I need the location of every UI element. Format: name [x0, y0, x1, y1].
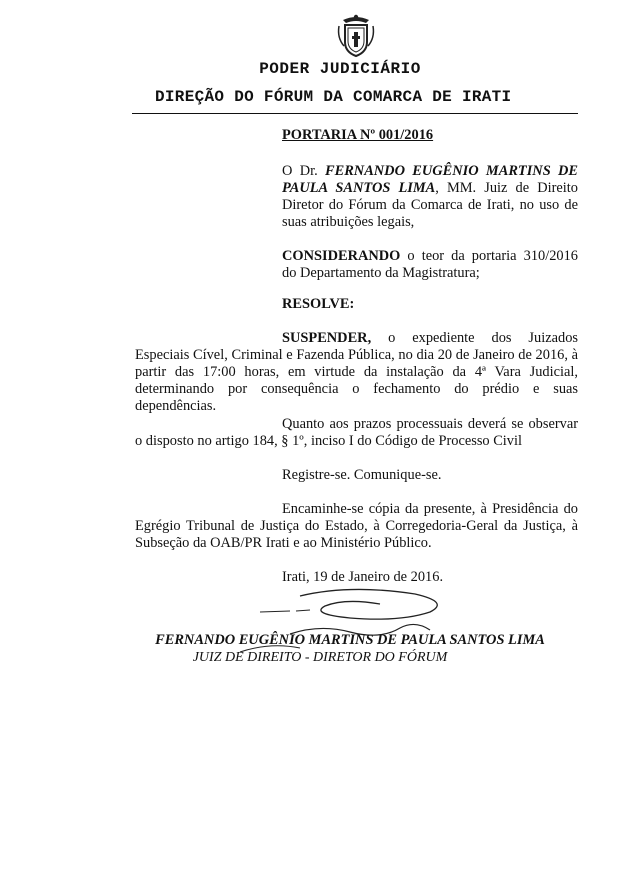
encaminhe-body: Egrégio Tribunal de Justiça do Estado, à Corregedoria-Geral da Justiça, à Subseção da OAB/PR Irati e ao Ministério Público. — [135, 518, 578, 551]
suspender-first-rest: o expediente dos Juizados — [371, 330, 578, 346]
intro-rest: , MM. Juiz de Direito Diretor do Fórum da Comarca de Irati, no uso de suas atribuições legais, — [282, 180, 578, 230]
prazos-second-line: o disposto no artigo 184, § 1º, inciso I do Código de Processo Civil — [135, 433, 523, 449]
suspender-keyword: SUSPENDER, — [282, 330, 372, 346]
suspender-first-line — [282, 330, 578, 347]
considerando-text: o teor da portaria 310/2016 do Departamento da Magistratura; — [282, 248, 578, 281]
encaminhe-first-line: Encaminhe-se cópia da presente, à Presidência do — [282, 501, 578, 517]
suspender-body: Especiais Cível, Criminal e Fazenda Pública, no dia 20 de Janeiro de 2016, à partir das 17:00 horas, em virtude da instalação da 4ª Vara Judicial, determinando por consequência o fechamento do prédio e suas dependências. — [135, 347, 578, 414]
registre-line: Registre-se. Comunique-se. — [282, 467, 442, 483]
header-divider — [132, 113, 578, 114]
prazos-first-line: Quanto aos prazos processuais deverá se observar — [282, 416, 578, 432]
date-place: Irati, 19 de Janeiro de 2016. — [282, 569, 444, 585]
header-forum-name: DIREÇÃO DO FÓRUM DA COMARCA DE IRATI — [155, 88, 512, 106]
considerando-keyword: CONSIDERANDO — [282, 248, 401, 264]
intro-prefix: O Dr. — [282, 163, 318, 179]
portaria-title: PORTARIA Nº 001/2016 — [282, 127, 434, 143]
judge-name: FERNANDO EUGÊNIO MARTINS DE PAULA SANTOS LIMA — [282, 163, 578, 196]
intro-paragraph — [282, 163, 578, 231]
resolve-label: RESOLVE: — [282, 296, 355, 312]
considerando-paragraph — [282, 248, 578, 282]
signatory-name: FERNANDO EUGÊNIO MARTINS DE PAULA SANTOS LIMA — [155, 632, 545, 648]
header-court-name: PODER JUDICIÁRIO — [259, 60, 421, 78]
coat-of-arms-icon — [333, 12, 379, 58]
signatory-title: JUIZ DE DIREITO - DIRETOR DO FÓRUM — [192, 650, 448, 665]
